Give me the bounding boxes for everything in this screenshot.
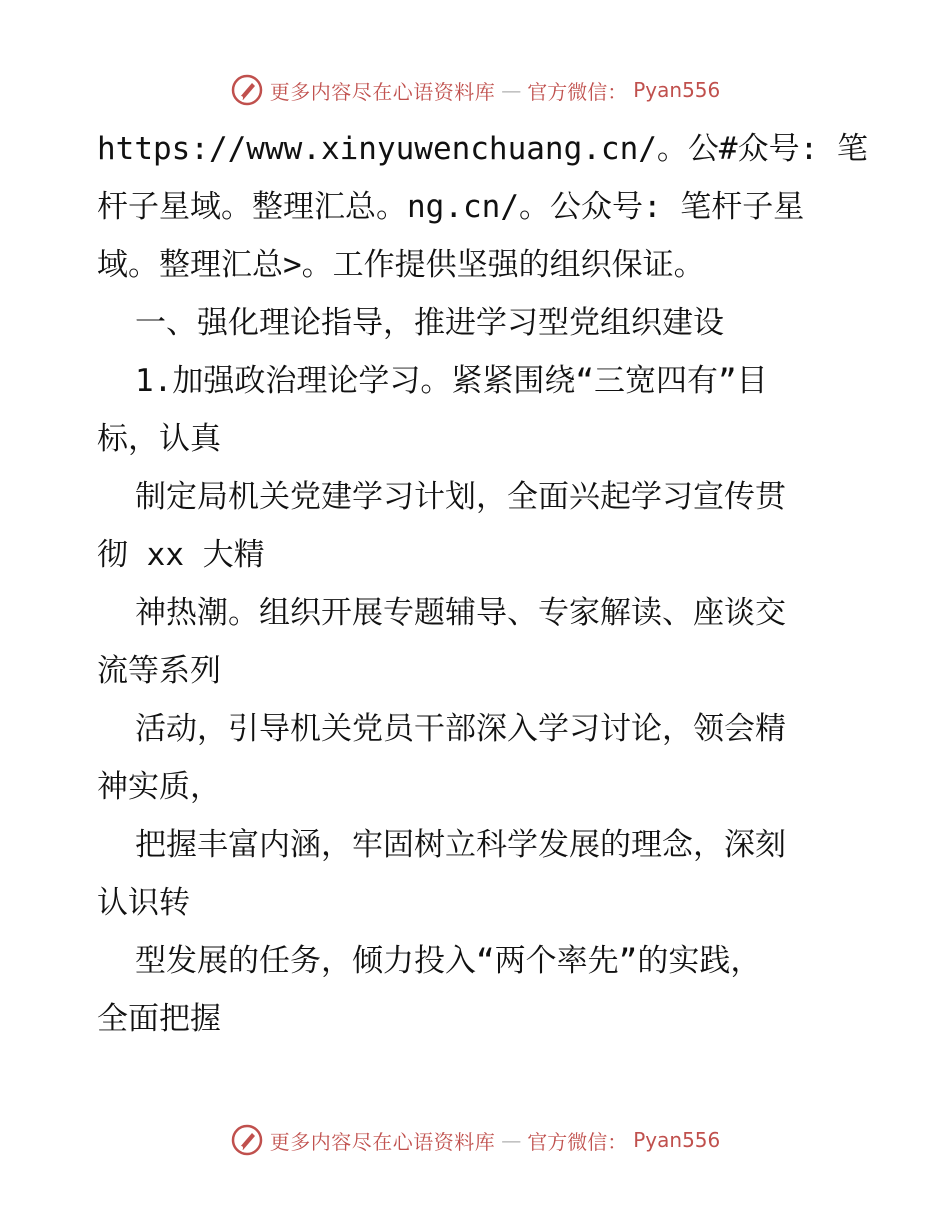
header-watermark (0, 70, 950, 110)
footer-watermark (0, 1120, 950, 1160)
text-line: 1.加强政治理论学习。紧紧围绕“三宽四有”目 (135, 363, 768, 399)
official-label: 官方微信： (527, 1129, 628, 1154)
document-body (97, 120, 868, 1048)
text-line: 型发展的任务，倾力投入“两个率先”的实践， (135, 943, 762, 979)
section-heading: 一、强化理论指导，推进学习型党组织建设 (135, 305, 724, 341)
banner-separator: — (501, 1128, 522, 1152)
text-line: 杆子星域。整理汇总。ng.cn/。公众号: 笔杆子星 (97, 189, 805, 225)
text-line: https://www.xinyuwenchuang.cn/。公#众号: 笔 (97, 131, 868, 167)
brand-text: 更多内容尽在心语资料库 (269, 79, 496, 104)
text-line: 认识转 (97, 885, 190, 921)
official-label: 官方微信： (527, 79, 628, 104)
pen-nib-logo-icon (230, 73, 264, 107)
text-line: 标，认真 (97, 421, 221, 457)
brand-text: 更多内容尽在心语资料库 (269, 1129, 496, 1154)
text-line: 域。整理汇总>。工作提供坚强的组织保证。 (97, 247, 705, 283)
text-line: 神热潮。组织开展专题辅导、专家解读、座谈交 (135, 595, 786, 631)
text-line: 彻 xx 大精 (97, 537, 265, 573)
wechat-id: Pyan556 (633, 1128, 721, 1152)
pen-nib-logo-icon (230, 1123, 264, 1157)
text-line: 神实质， (97, 769, 221, 805)
text-line: 制定局机关党建学习计划，全面兴起学习宣传贯 (135, 479, 786, 515)
text-line: 活动，引导机关党员干部深入学习讨论，领会精 (135, 711, 786, 747)
text-line: 全面把握 (97, 1001, 221, 1037)
wechat-id: Pyan556 (633, 78, 721, 102)
banner-separator: — (501, 78, 522, 102)
text-line: 把握丰富内涵，牢固树立科学发展的理念，深刻 (135, 827, 786, 863)
text-line: 流等系列 (97, 653, 221, 689)
